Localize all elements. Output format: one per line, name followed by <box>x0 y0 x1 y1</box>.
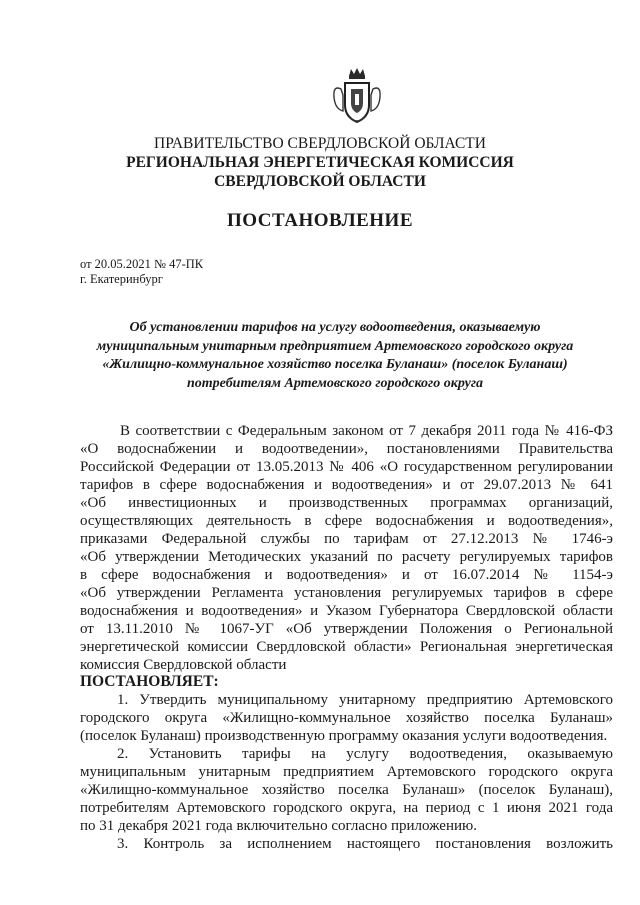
document-subject <box>75 319 595 393</box>
resolves-heading: ПОСТАНОВЛЯЕТ: <box>80 673 219 690</box>
government-line: ПРАВИТЕЛЬСТВО СВЕРДЛОВСКОЙ ОБЛАСТИ <box>154 135 486 152</box>
item-line: муниципальным унитарным предприятием Артемовского городского округа <box>80 764 613 780</box>
region-line: СВЕРДЛОВСКОЙ ОБЛАСТИ <box>214 173 426 190</box>
body-line: «О водоснабжении и водоотведении», постановлениями Правительства <box>80 441 613 457</box>
item-line: (поселок Буланаш) производственную программу оказания услуги водоотведения. <box>80 728 608 744</box>
body-line: «Об утверждении Регламента установления регулируемых тарифов в сфере <box>80 585 613 601</box>
coat-of-arms-emblem <box>331 67 383 127</box>
subject-line: муниципальным унитарным предприятием Артемовского городского округа <box>96 338 574 354</box>
document-type-title: ПОСТАНОВЛЕНИЕ <box>226 210 414 231</box>
commission-line: РЕГИОНАЛЬНАЯ ЭНЕРГЕТИЧЕСКАЯ КОМИССИЯ <box>126 154 514 171</box>
item-line: городского округа «Жилищно-коммунальное хозяйство поселка Буланаш» <box>80 710 613 726</box>
body-line: осуществляющих деятельность в сфере водоснабжения и водоотведения», <box>80 513 613 529</box>
item-line: потребителям Артемовского городского округа, на период с 1 июня 2021 года <box>80 800 613 816</box>
item-line: 1. Утвердить муниципальному унитарному предприятию Артемовского <box>117 692 613 708</box>
body-line: «Об утверждении Методических указаний по расчету регулируемых тарифов <box>80 549 613 565</box>
item-line: «Жилищно-коммунальное хозяйство поселка Буланаш» (поселок Буланаш), <box>80 782 613 798</box>
item-line: 3. Контроль за исполнением настоящего постановления возложить <box>117 836 613 852</box>
body-line: приказами Федеральной службы по тарифам от 27.12.2013 № 1746-э <box>80 531 613 547</box>
subject-line: «Жилищно-коммунальное хозяйство поселка Буланаш» (поселок Буланаш) <box>102 357 568 372</box>
body-line: тарифов в сфере водоснабжения и водоотведения» и от 29.07.2013 № 641 <box>80 477 613 493</box>
item-line: по 31 декабря 2021 года включительно согласно приложению. <box>80 818 477 834</box>
body-line: от 13.11.2010 № 1067-УГ «Об утверждении Положения о Региональной <box>80 621 613 637</box>
body-line: энергетической комиссии Свердловской области» Региональная энергетическая <box>80 639 613 655</box>
item-line: 2. Установить тарифы на услугу водоотведения, оказываемую <box>117 746 613 762</box>
body-line: комиссия Свердловской области <box>80 657 287 673</box>
document-date-number: от 20.05.2021 № 47-ПК <box>80 257 204 271</box>
body-line: водоснабжения и водоотведения» и Указом Губернатора Свердловской области <box>80 603 613 619</box>
body-line: В соответствии с Федеральным законом от 7 декабря 2011 года № 416-ФЗ <box>120 423 613 439</box>
body-line: Российской Федерации от 13.05.2013 № 406 «О государственном регулировании <box>80 459 613 475</box>
body-line: в сфере водоснабжения и водоотведения» и от 16.07.2014 № 1154-э <box>80 567 613 583</box>
body-line: «Об инвестиционных и производственных программах организаций, <box>80 495 613 511</box>
subject-line: потребителям Артемовского городского округа <box>186 375 484 391</box>
document-city: г. Екатеринбург <box>80 272 163 286</box>
subject-line: Об установлении тарифов на услугу водоотведения, оказываемую <box>129 320 541 335</box>
